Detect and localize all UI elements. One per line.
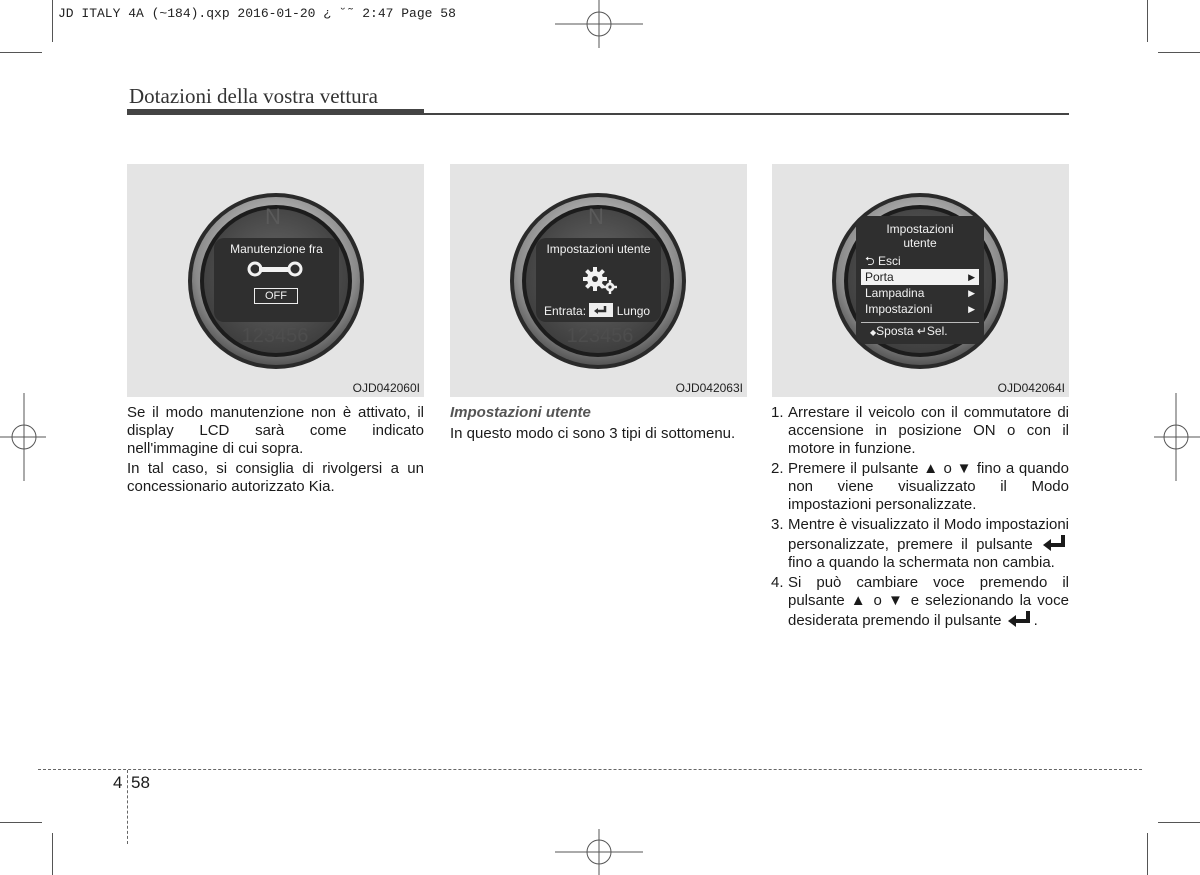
menu-item-lampadina: Lampadina ▶ xyxy=(865,286,975,300)
figure-maintenance xyxy=(127,164,424,397)
print-header: JD ITALY 4A (~184).qxp 2016-01-20 ¿ ˘˜ 2:47 Page 58 xyxy=(58,6,456,21)
nav-hint: ◆Sposta ↵Sel. xyxy=(870,324,948,338)
column-1 xyxy=(127,404,424,496)
chapter-number: 4 xyxy=(113,773,123,792)
step-item: 3. Mentre è visualizzato il Modo impostazioni personalizzate, premere il pulsante fino a quando la schermata non cambia. xyxy=(771,516,1069,571)
enter-key-icon xyxy=(1041,534,1069,552)
enter-key-icon xyxy=(1006,610,1034,628)
title-rule-accent xyxy=(127,109,424,115)
gears-icon xyxy=(582,265,618,295)
page-number: 58 xyxy=(131,773,150,792)
entry-suffix: Lungo xyxy=(616,304,651,318)
step-item: 4. Si può cambiare voce premendo il pulsante ▲ o ▼ e selezionando la voce desiderata premendo il pulsante . xyxy=(771,574,1069,629)
screen-title: Impostazioni utente xyxy=(546,242,651,256)
svg-text:123456: 123456 xyxy=(241,325,309,347)
figure-settings-menu xyxy=(772,164,1069,397)
figure-code: OJD042060I xyxy=(352,381,420,395)
figure-code: OJD042064I xyxy=(997,381,1065,395)
up-triangle-icon: ▲ xyxy=(850,592,868,609)
menu-divider xyxy=(861,322,979,323)
screen-title xyxy=(856,222,984,250)
back-arrow-icon: ⮌ xyxy=(865,254,875,268)
up-down-icon: ◆ xyxy=(870,328,877,337)
paragraph: Se il modo manutenzione non è attivato, il display LCD sarà come indicato nell'immagine di cui sopra. xyxy=(127,404,424,457)
up-triangle-icon: ▲ xyxy=(923,460,939,477)
menu-item-impostazioni: Impostazioni ▶ xyxy=(865,302,975,316)
step-item: 2. Premere il pulsante ▲ o ▼ fino a quando non viene visualizzato il Modo impostazioni personalizzate. xyxy=(771,460,1069,513)
down-triangle-icon: ▼ xyxy=(887,592,905,609)
figure-user-settings xyxy=(450,164,747,397)
enter-key-icon xyxy=(589,303,613,317)
arrow-right-icon: ▶ xyxy=(968,288,975,298)
arrow-right-icon: ▶ xyxy=(968,304,975,314)
status-value: OFF xyxy=(254,288,298,304)
menu-item-esci: ⮌ Esci xyxy=(865,254,901,268)
entry-hint xyxy=(544,303,650,318)
settings-menu xyxy=(861,253,979,317)
step-item: 1. Arrestare il veicolo con il commutatore di accensione in posizione ON o con il motore in funzione. xyxy=(771,404,1069,457)
screen-title: Manutenzione fra xyxy=(230,242,323,256)
wrench-icon xyxy=(247,258,307,280)
column-2 xyxy=(450,404,747,443)
section-title: Dotazioni della vostra vettura xyxy=(129,84,378,108)
down-triangle-icon: ▼ xyxy=(956,460,973,477)
screen-title-line2: utente xyxy=(903,236,937,250)
column-3 xyxy=(771,404,1069,632)
svg-text:N: N xyxy=(265,204,281,229)
screen-title-line1: Impostazioni xyxy=(886,222,954,236)
paragraph: In questo modo ci sono 3 tipi di sottomenu. xyxy=(450,425,736,442)
subheading: Impostazioni utente xyxy=(450,404,591,421)
footer-divider xyxy=(127,770,128,844)
menu-item-porta: Porta ▶ xyxy=(861,269,979,285)
footer-rule xyxy=(38,769,1142,770)
arrow-right-icon: ▶ xyxy=(968,272,975,282)
steps-list xyxy=(771,404,1069,630)
paragraph: In tal caso, si consiglia di rivolgersi a un concessionario autorizzato Kia. xyxy=(127,460,424,495)
svg-text:123456: 123456 xyxy=(566,325,634,347)
enter-icon: ↵ xyxy=(916,324,927,338)
gauge-dial xyxy=(127,164,424,397)
svg-text:N: N xyxy=(588,204,604,229)
figure-code: OJD042063I xyxy=(675,381,743,395)
entry-label: Entrata: xyxy=(544,304,587,318)
